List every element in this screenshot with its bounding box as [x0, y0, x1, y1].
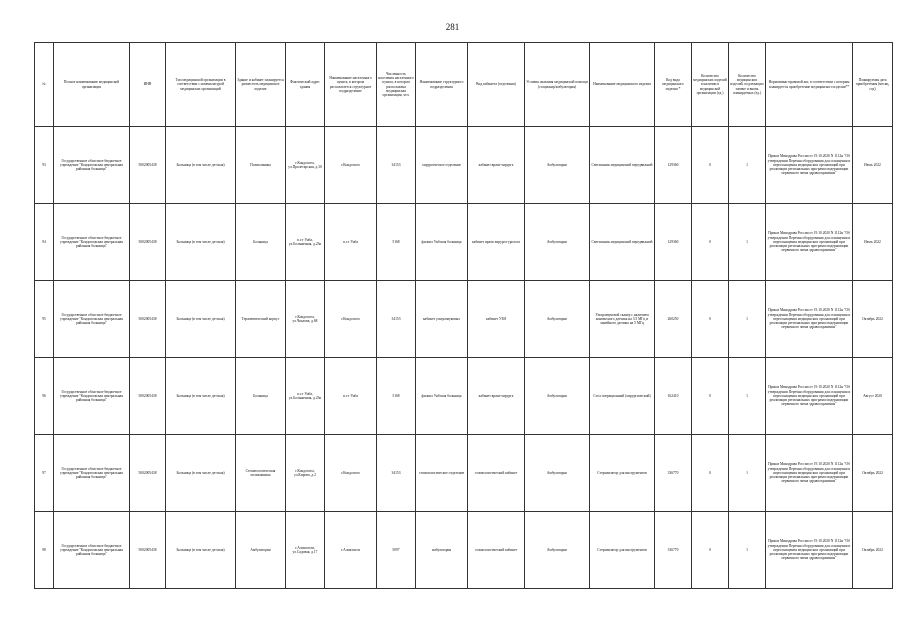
org-type: Больница (в том числе детская) — [166, 204, 236, 281]
conditions: Амбулаторно — [525, 435, 590, 512]
unit: хирургическое отделение — [416, 127, 468, 204]
page-number: 281 — [445, 22, 460, 32]
building: Поликлиника — [236, 127, 286, 204]
purchase-date: Август 2020 — [853, 358, 893, 435]
header-cell: Наименование населенного пункта, в котором располагается структурное подразделение — [325, 43, 377, 127]
equipment-table — [34, 42, 893, 589]
building: Терапевтический корпус — [236, 281, 286, 358]
qty-available: 0 — [692, 127, 729, 204]
legal-act: Приказ Минздрава России от 19.10.2020 N 1112н "Об утверждении Перечня оборудования для оснащения и переоснащения медицинских организаций при реализации региональных программ модернизации первичного звена здравоохранения" — [766, 358, 853, 435]
legal-act: Приказ Минздрава России от 19.10.2020 N 1112н "Об утверждении Перечня оборудования для оснащения и переоснащения медицинских организаций при реализации региональных программ модернизации первичного звена здравоохранения" — [766, 204, 853, 281]
qty-planned: 1 — [729, 127, 766, 204]
device-code: 162410 — [655, 358, 692, 435]
population: 34153 — [377, 435, 416, 512]
purchase-date: Октябрь 2022 — [853, 435, 893, 512]
header-cell: Вид кабинета (отделения) — [468, 43, 525, 127]
conditions: Амбулаторно — [525, 127, 590, 204]
address: г.Кондопога, ул.Чкалова, д.68 — [286, 281, 325, 358]
org-name: Государственное областное бюджетное учреждение "Кондопожская центральная районная больница" — [54, 281, 130, 358]
qty-planned: 1 — [729, 435, 766, 512]
device-code: 129360 — [655, 127, 692, 204]
org-type: Больница (в том числе детская) — [166, 358, 236, 435]
row-number: 93 — [35, 127, 54, 204]
inn: 5002005438 — [130, 435, 166, 512]
inn: 5002005438 — [130, 512, 166, 589]
unit: филиал Унбская больница — [416, 204, 468, 281]
qty-available: 0 — [692, 358, 729, 435]
cabinet: кабинет врача-хирурга — [468, 358, 525, 435]
legal-act: Приказ Минздрава России от 19.10.2020 N 1112н "Об утверждении Перечня оборудования для оснащения и переоснащения медицинских организаций при реализации региональных программ модернизации первичного звена здравоохранения" — [766, 127, 853, 204]
org-name: Государственное областное бюджетное учреждение "Кондопожская центральная районная больница" — [54, 358, 130, 435]
address: г.Кондопога, ул.Кирова, д.2 — [286, 435, 325, 512]
conditions: Амбулаторно — [525, 358, 590, 435]
cabinet: кабинет УЗИ — [468, 281, 525, 358]
org-name: Государственное областное бюджетное учреждение "Кондопожская центральная районная больница" — [54, 435, 130, 512]
org-type: Больница (в том числе детская) — [166, 127, 236, 204]
purchase-date: Июль 2022 — [853, 127, 893, 204]
header-cell: Здание и кабинет планируется разместить медицинское изделие — [236, 43, 286, 127]
header-cell: Условия оказания медицинской помощи (стационар/амбулатория) — [525, 43, 590, 127]
purchase-date: Октябрь 2022 — [853, 281, 893, 358]
building: Амбулатория — [236, 512, 286, 589]
header-cell: Наименование структурного подразделения — [416, 43, 468, 127]
device: Стерилизатор для инструментов — [590, 512, 655, 589]
building: Больница — [236, 204, 286, 281]
table-row — [35, 358, 893, 435]
row-number: 95 — [35, 281, 54, 358]
device: Стерилизатор для инструментов — [590, 435, 655, 512]
qty-planned: 1 — [729, 204, 766, 281]
settlement: г.Кондопога — [325, 127, 377, 204]
address: п.г.т Унба, ул.Больничная, д.23в — [286, 204, 325, 281]
device: Стол операционный (хирургический) — [590, 358, 655, 435]
purchase-date: Июль 2022 — [853, 204, 893, 281]
qty-planned: 1 — [729, 358, 766, 435]
device-code: 336770 — [655, 512, 692, 589]
qty-available: 0 — [692, 435, 729, 512]
qty-available: 0 — [692, 512, 729, 589]
header-cell: № — [35, 43, 54, 127]
purchase-date: Октябрь 2022 — [853, 512, 893, 589]
qty-available: 0 — [692, 204, 729, 281]
qty-planned: 1 — [729, 512, 766, 589]
building: Стоматологическая поликлиника — [236, 435, 286, 512]
inn: 5002005438 — [130, 358, 166, 435]
device-code: 336770 — [655, 435, 692, 512]
header-cell: Планируемая дата приобретения (месяц, год) — [853, 43, 893, 127]
population: 5168 — [377, 358, 416, 435]
cabinet: кабинет врача-хирурга — [468, 127, 525, 204]
unit: филиал Унбская больница — [416, 358, 468, 435]
cabinet: стоматологический кабинет — [468, 512, 525, 589]
cabinet: кабинет врача-хирурга-уролога — [468, 204, 525, 281]
settlement: г.Кондопога — [325, 435, 377, 512]
conditions: Амбулаторно — [525, 204, 590, 281]
device: Ультразвуковой сканер с наличием конвексного датчика на 3.5 МГц и линейного датчика на 5 МГц — [590, 281, 655, 358]
address: г.Кондопога, ул.Пролетарская, д.30 — [286, 127, 325, 204]
qty-available: 0 — [692, 281, 729, 358]
row-number: 94 — [35, 204, 54, 281]
device: Светильник медицинский передвижной — [590, 127, 655, 204]
conditions: Амбулаторно — [525, 512, 590, 589]
population: 34153 — [377, 281, 416, 358]
unit: амбулатория — [416, 512, 468, 589]
header-cell: Численность населения населенного пункта, в котором расположена медицинская организация, чел. — [377, 43, 416, 127]
header-cell: Код вида медицинского изделия * — [655, 43, 692, 127]
table-row — [35, 281, 893, 358]
legal-act: Приказ Минздрава России от 19.10.2020 N 1112н "Об утверждении Перечня оборудования для оснащения и переоснащения медицинских организаций при реализации региональных программ модернизации первичного звена здравоохранения" — [766, 435, 853, 512]
qty-planned: 1 — [729, 281, 766, 358]
inn: 5002005438 — [130, 127, 166, 204]
header-cell: Тип медицинской организации в соответствии с номенклатурой медицинских организаций — [166, 43, 236, 127]
building: Больница — [236, 358, 286, 435]
population: 5168 — [377, 204, 416, 281]
inn: 5002005438 — [130, 281, 166, 358]
settlement: п.г.т Унба — [325, 204, 377, 281]
header-cell: Количество медицинских изделий, подлежащих замене и вновь планируемых (ед.) — [729, 43, 766, 127]
address: п.г.т Унба, ул.Больничная, д.23в — [286, 358, 325, 435]
legal-act: Приказ Минздрава России от 19.10.2020 N 1112н "Об утверждении Перечня оборудования для оснащения и переоснащения медицинских организаций при реализации региональных программ модернизации первичного звена здравоохранения" — [766, 281, 853, 358]
table-row — [35, 435, 893, 512]
settlement: г.Алмазсити — [325, 512, 377, 589]
header-cell: Количество медицинских изделий в наличии в медицинской организации (ед.) — [692, 43, 729, 127]
row-number: 98 — [35, 512, 54, 589]
unit: стоматологическое отделение — [416, 435, 468, 512]
header-cell: Нормативно-правовой акт, в соответствии с которым планируется приобретение медицинского изделия** — [766, 43, 853, 127]
unit: кабинет ультразвуковых — [416, 281, 468, 358]
table-row — [35, 127, 893, 204]
device-code: 129360 — [655, 204, 692, 281]
device: Светильник медицинский передвижной — [590, 204, 655, 281]
header-cell: Фактический адрес здания — [286, 43, 325, 127]
legal-act: Приказ Минздрава России от 19.10.2020 N 1112н "Об утверждении Перечня оборудования для оснащения и переоснащения медицинских организаций при реализации региональных программ модернизации первичного звена здравоохранения" — [766, 512, 853, 589]
inn: 5002005438 — [130, 204, 166, 281]
org-name: Государственное областное бюджетное учреждение "Кондопожская центральная районная больница" — [54, 127, 130, 204]
conditions: Амбулаторно — [525, 281, 590, 358]
population: 5097 — [377, 512, 416, 589]
population: 34153 — [377, 127, 416, 204]
address: г.Алмазсити, ул.Садовая, д.17 — [286, 512, 325, 589]
header-cell: Наименование медицинского изделия — [590, 43, 655, 127]
table-row — [35, 204, 893, 281]
device-code: 260250 — [655, 281, 692, 358]
table-row — [35, 512, 893, 589]
org-type: Больница (в том числе детская) — [166, 512, 236, 589]
header-row — [35, 43, 893, 127]
settlement: п.г.т Унба — [325, 358, 377, 435]
settlement: г.Кондопога — [325, 281, 377, 358]
header-cell: Полное наименование медицинской организации — [54, 43, 130, 127]
header-cell: ИНН — [130, 43, 166, 127]
org-type: Больница (в том числе детская) — [166, 435, 236, 512]
org-name: Государственное областное бюджетное учреждение "Кондопожская центральная районная больница" — [54, 204, 130, 281]
row-number: 96 — [35, 358, 54, 435]
row-number: 97 — [35, 435, 54, 512]
org-name: Государственное областное бюджетное учреждение "Кондопожская центральная районная больница" — [54, 512, 130, 589]
org-type: Больница (в том числе детская) — [166, 281, 236, 358]
cabinet: стоматологический кабинет — [468, 435, 525, 512]
